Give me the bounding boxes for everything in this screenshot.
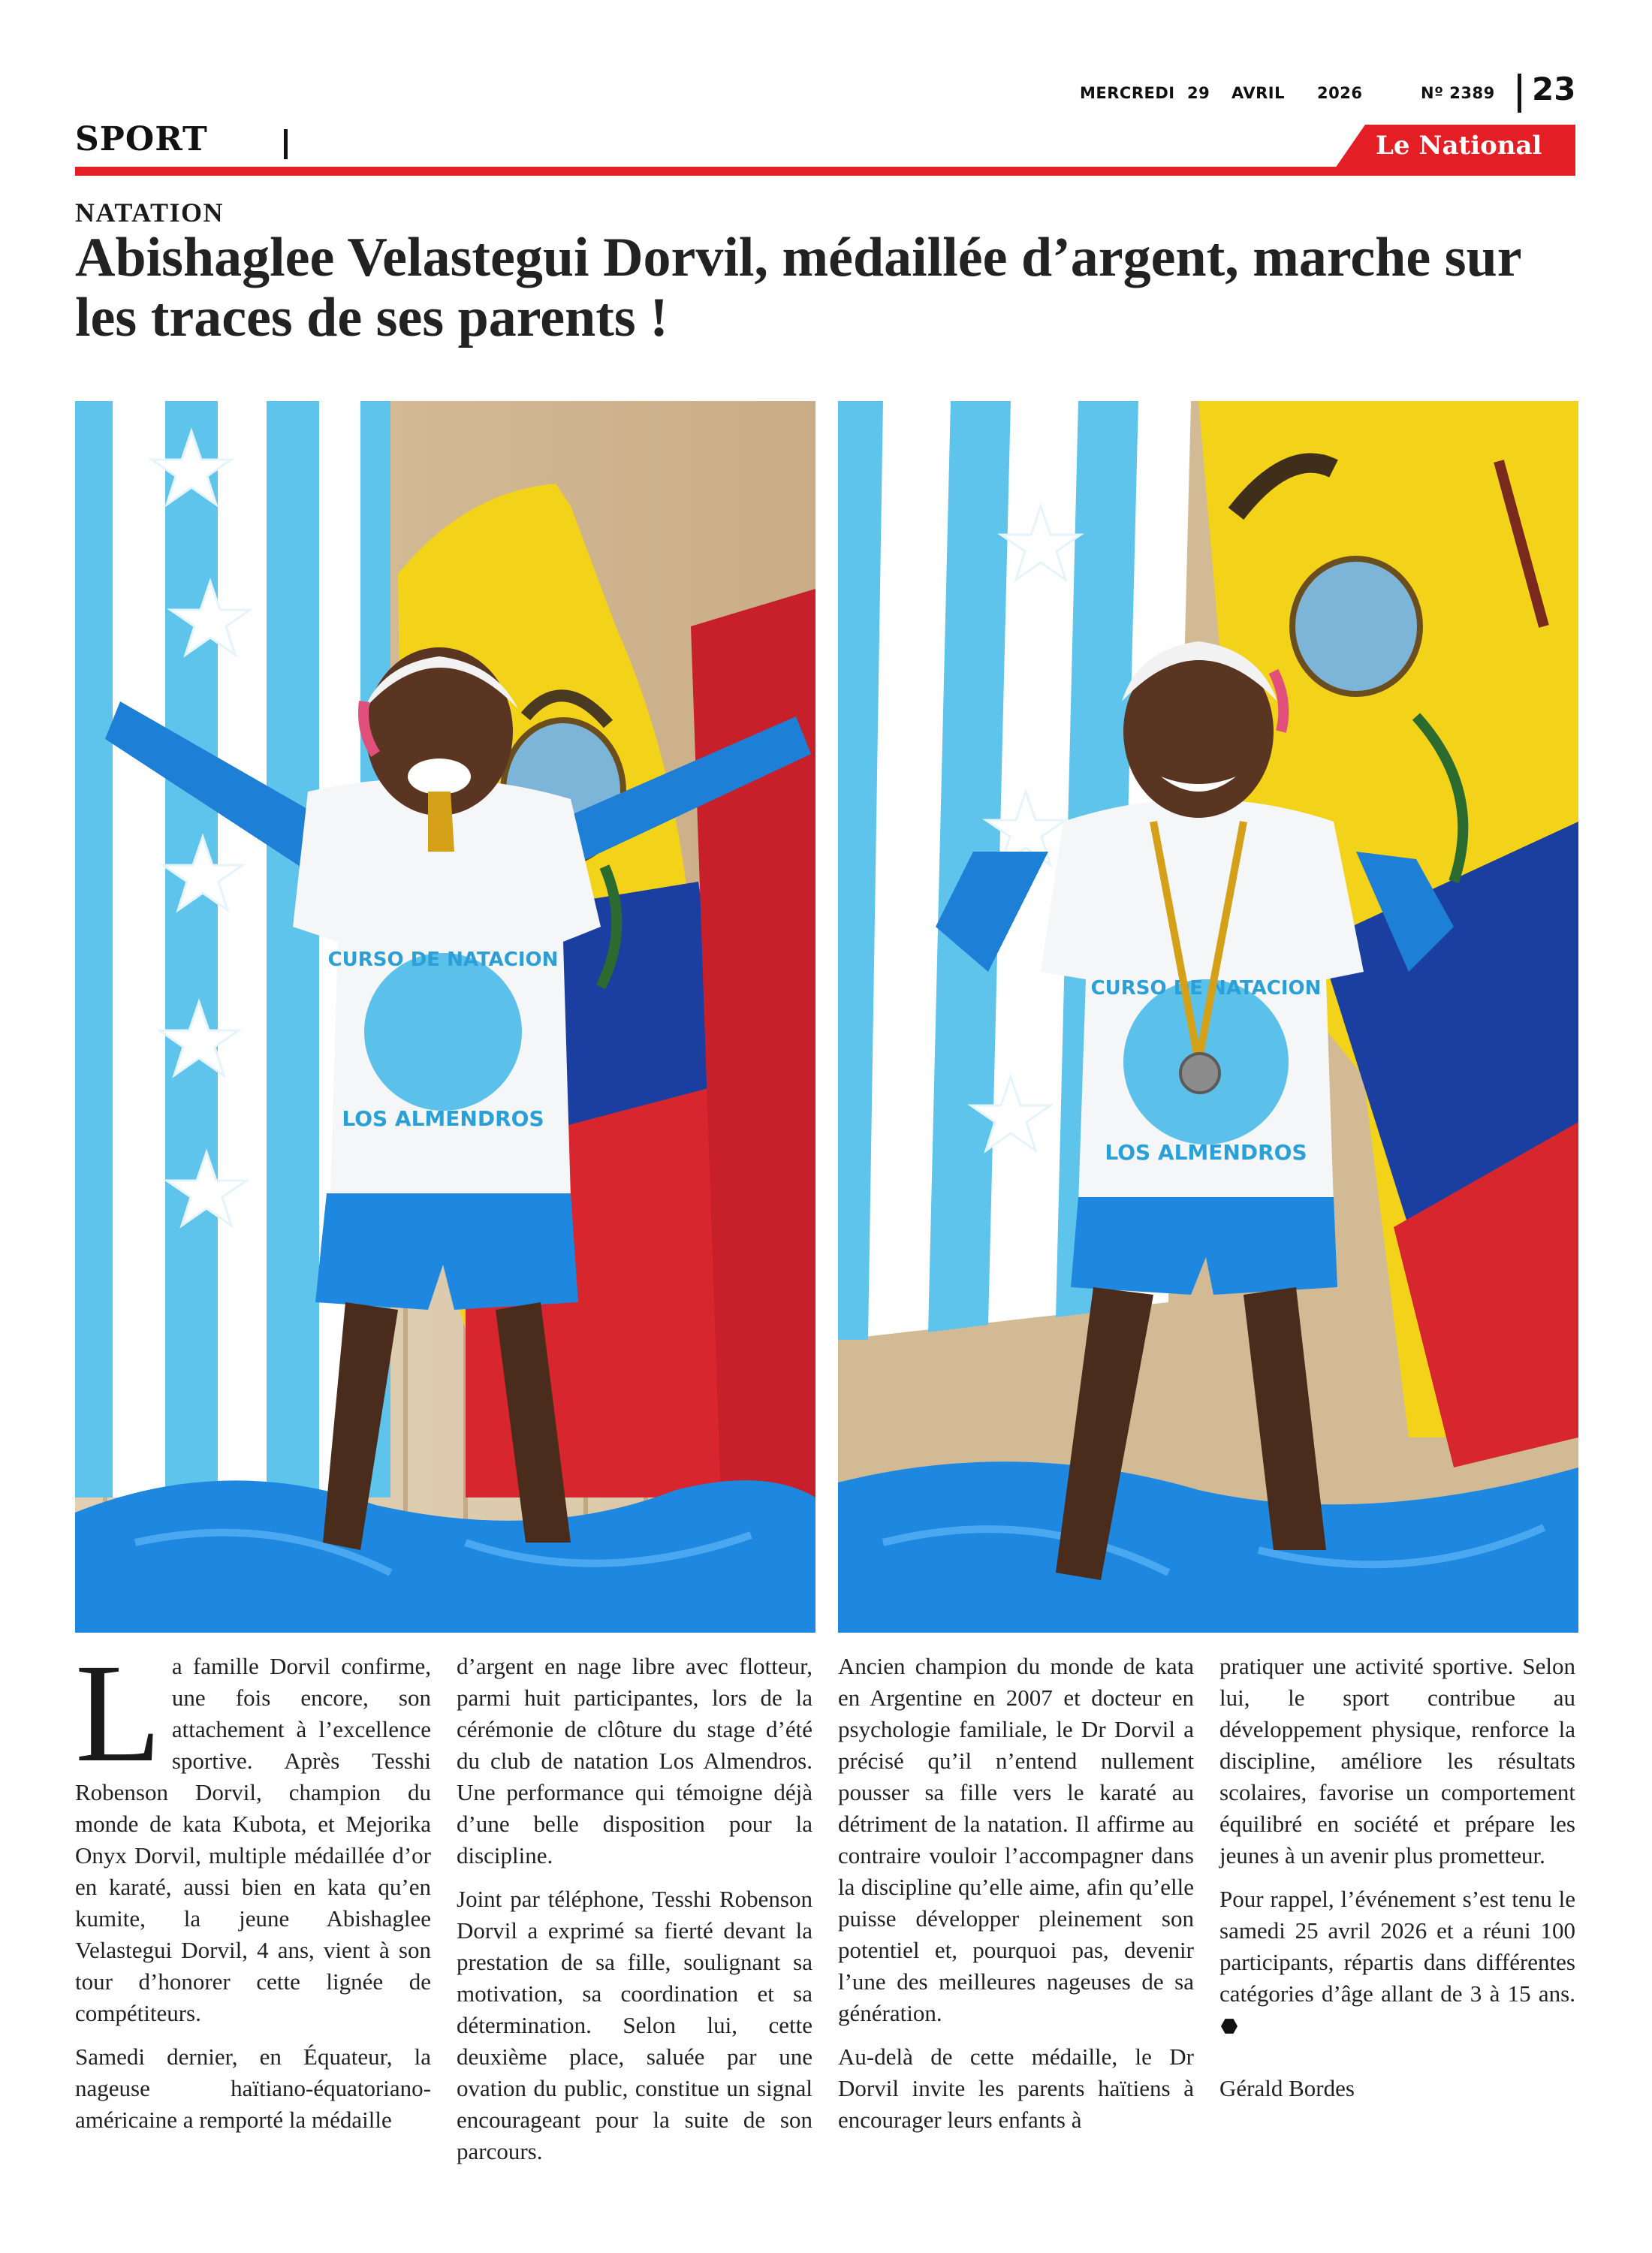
article-headline: Abishaglee Velastegui Dorvil, médaillée d’argent, marche sur les traces de ses parents ! [75, 227, 1521, 348]
article-column-1 [75, 1634, 431, 2148]
dateline-month: AVRIL [1231, 84, 1285, 102]
shirt-top-text-left: CURSO DE NATACION [327, 949, 559, 971]
shirt-top-text-right: CURSO DE NATACION [1090, 977, 1322, 1000]
paragraph-6: Au-delà de cette médaille, le Dr Dorvil invite les parents haïtiens à encourager leurs enfants à [838, 2043, 1194, 2133]
issue-number: Nº 2389 [1421, 84, 1495, 102]
dateline-year: 2026 [1317, 84, 1363, 102]
article-kicker: NATATION [75, 198, 225, 228]
shirt-bottom-text-right: LOS ALMENDROS [1105, 1140, 1307, 1165]
dateline-day: 29 [1187, 84, 1210, 102]
paragraph-4: Joint par téléphone, Tesshi Robenson Dorvil a exprimé sa fierté devant la prestation de sa fille, soulignant sa motivation, sa coordination et sa détermination. Selon lui, cette deuxième place, saluée par une ovation du public, constitue un signal encourageant pour la suite de son parcours. [457, 1886, 812, 2164]
article-column-3 [838, 1651, 1194, 2148]
dropcap: L [75, 1634, 161, 1791]
paragraph-8 [1219, 1884, 1575, 2041]
paragraph-8-text: Pour rappel, l’événement s’est tenu le samedi 25 avril 2026 et a réuni 100 participants, répartis dans différentes catégories d’âge allant de 3 à 15 ans. [1219, 1886, 1575, 2007]
paragraph-7: pratiquer une activité sportive. Selon lui, le sport contribue au développement physique, renforce la discipline, améliore les résultats scolaires, favorise un comportement équilibré en société et prépare les jeunes à un avenir plus prometteur. [1219, 1653, 1575, 1868]
publication-name: Le National [1376, 131, 1542, 161]
article-byline: Gérald Bordes [1219, 2075, 1355, 2101]
paragraph-1-text: a famille Dorvil confirme, une fois encore, son attachement à l’excellence sportive. Après Tesshi Robenson Dorvil, champion du monde de kata Kubota, et Mejorika Onyx Dorvil, multiple médaillée d’or en karaté, aussi bien en kata qu’en kumite, la jeune Abishaglee Velastegui Dorvil, 4 ans, vient à son tour d’honorer cette lignée de compétiteurs. [75, 1653, 431, 2026]
section-title: SPORT [75, 120, 208, 158]
paragraph-3: d’argent en nage libre avec flotteur, parmi huit participantes, lors de la cérémonie de clôture du stage d’été du club de natation Los Almendros. Une performance qui témoigne déjà d’une belle disposition pour la discipline. [457, 1653, 812, 1868]
header-rule [75, 167, 1575, 176]
article-column-2 [457, 1651, 812, 2179]
shirt-bottom-text-left: LOS ALMENDROS [342, 1106, 544, 1131]
paragraph-5: Ancien champion du monde de kata en Argentine en 2007 et docteur en psychologie familiale, le Dr Dorvil a précisé qu’il n’entend nullement pousser sa fille vers le karaté au détriment de la natation. Il affirme au contraire vouloir l’accompagner dans la discipline qu’elle aime, afin qu’elle puisse développer pleinement son potentiel et, pourquoi pas, devenir l’une des meilleures nageuses de sa génération. [838, 1653, 1194, 2026]
paragraph-1 [75, 1634, 431, 2029]
page-number: 23 [1532, 71, 1576, 107]
photo-holding-flags [838, 401, 1578, 1633]
page-number-divider [1518, 74, 1521, 113]
paragraph-2: Samedi dernier, en Équateur, la nageuse haïtiano-équatoriano-américaine a remporté la médaille [75, 2043, 431, 2133]
article-column-4 [1219, 1651, 1575, 2116]
dateline-weekday: MERCREDI [1080, 84, 1175, 102]
end-of-article-icon [1221, 2018, 1237, 2034]
photo-arms-raised [75, 401, 815, 1633]
section-divider [284, 129, 288, 159]
